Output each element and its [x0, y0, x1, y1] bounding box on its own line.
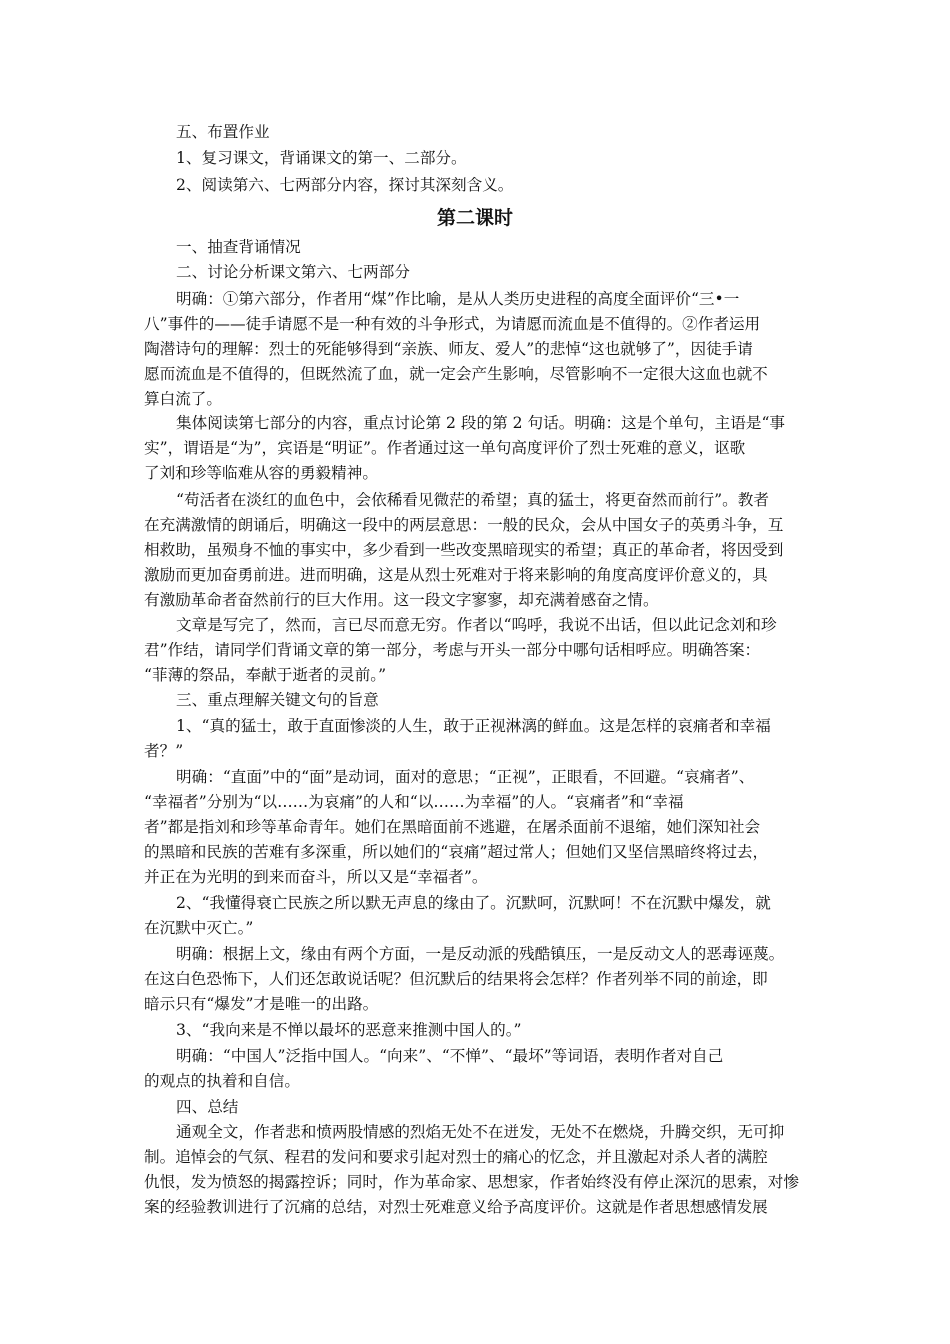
- homework-item-2: 2、阅读第六、七两部分内容，探讨其深刻含义。: [176, 176, 514, 194]
- question-line: 1、“真的猛士，敢于直面惨淡的人生，敢于正视淋漓的鲜血。这是怎样的哀痛者和幸福: [176, 717, 771, 735]
- answer-line: “幸福者”分别为“以……为哀痛”的人和“以……为幸福”的人。“哀痛者”和“幸福: [144, 793, 684, 811]
- question-line: 者？”: [144, 742, 184, 760]
- question-line: 3、“我向来是不惮以最坏的恶意来推测中国人的。”: [176, 1021, 522, 1039]
- answer-line: 明确：“中国人”泛指中国人。“向来”、“不惮”、“最坏”等词语，表明作者对自己: [176, 1047, 724, 1065]
- paragraph-line: 愿而流血是不值得的，但既然流了血，就一定会产生影响，尽管影响不一定很大这血也就不: [144, 365, 768, 383]
- paragraph-line: 文章是写完了，然而，言已尽而意无穷。作者以“呜呼，我说不出话，但以此记念刘和珍: [176, 616, 777, 634]
- paragraph-line: 有激励革命者奋然前行的巨大作用。这一段文字寥寥，却充满着感奋之情。: [144, 591, 659, 609]
- paragraph-line: 在充满激情的朗诵后，明确这一段中的两层意思：一般的民众，会从中国女子的英勇斗争，互: [144, 516, 784, 534]
- section-3-heading: 三、重点理解关键文句的旨意: [176, 691, 379, 709]
- answer-line: 的黑暗和民族的苦难有多深重，所以她们的“哀痛”超过常人；但她们又坚信黑暗终将过去，: [144, 843, 769, 861]
- paragraph-line: 了刘和珍等临难从容的勇毅精神。: [144, 464, 378, 482]
- paragraph-line: 陶潜诗句的理解：烈士的死能够得到“亲族、师友、爱人”的悲悼“这也就够了”，因徒手请: [144, 340, 753, 358]
- answer-line: 在这白色恐怖下，人们还怎敢说话呢？但沉默后的结果将会怎样？作者列举不同的前途，即: [144, 970, 768, 988]
- paragraph-line: 明确：①第六部分，作者用“煤”作比喻，是从人类历史进程的高度全面评价“三•一: [176, 290, 740, 308]
- paragraph-line: 激励而更加奋勇前进。进而明确，这是从烈士死难对于将来影响的角度高度评价意义的，具: [144, 566, 768, 584]
- paragraph-line: 相救助，虽殒身不恤的事实中，多少看到一些改变黑暗现实的希望；真正的革命者，将因受到: [144, 541, 784, 559]
- paragraph-line: 君”作结，请同学们背诵文章的第一部分，考虑与开头一部分中哪句话相呼应。明确答案：: [144, 641, 761, 659]
- answer-line: 者”都是指刘和珍等革命青年。她们在黑暗面前不逃避，在屠杀面前不退缩，她们深知社会: [144, 818, 761, 836]
- paragraph-line: 实”，谓语是“为”，宾语是“明证”。作者通过这一单句高度评价了烈士死难的意义，讴歌: [144, 439, 746, 457]
- paragraph-line: 仇恨，发为愤怒的揭露控诉；同时，作为革命家、思想家，作者始终没有停止深沉的思索，对惨: [144, 1173, 799, 1191]
- answer-line: 的观点的执着和自信。: [144, 1072, 300, 1090]
- answer-line: 明确：根据上文，缘由有两个方面，一是反动派的残酷镇压，一是反动文人的恶毒诬蔑。: [176, 945, 785, 963]
- question-line: 在沉默中灭亡。”: [144, 919, 254, 937]
- homework-heading: 五、布置作业: [176, 123, 270, 141]
- section-4-heading: 四、总结: [176, 1098, 239, 1116]
- paragraph-line: 算白流了。: [144, 390, 222, 408]
- paragraph-line: 制。追悼会的气氛、程君的发问和要求引起对烈士的痛心的忆念，并且激起对杀人者的满腔: [144, 1148, 768, 1166]
- paragraph-line: “苟活者在淡红的血色中，会依稀看见微茫的希望；真的猛士，将更奋然而前行”。教者: [176, 491, 769, 509]
- answer-line: 明确：“直面”中的“面”是动词，面对的意思；“正视”，正眼看，不回避。“哀痛者”、: [176, 768, 755, 786]
- question-line: 2、“我懂得衰亡民族之所以默无声息的缘由了。沉默呵，沉默呵！不在沉默中爆发，就: [176, 894, 771, 912]
- paragraph-line: “菲薄的祭品，奉献于逝者的灵前。”: [144, 666, 387, 684]
- paragraph-line: 通观全文，作者悲和愤两股情感的烈焰无处不在迸发，无处不在燃烧，升腾交织，无可抑: [176, 1123, 785, 1141]
- answer-line: 暗示只有“爆发”才是唯一的出路。: [144, 995, 379, 1013]
- section-2-heading: 二、讨论分析课文第六、七两部分: [176, 263, 410, 281]
- paragraph-line: 八”事件的——徒手请愿不是一种有效的斗争形式，为请愿而流血是不值得的。②作者运用: [144, 315, 761, 333]
- paragraph-line: 集体阅读第七部分的内容，重点讨论第 2 段的第 2 句话。明确：这是个单句，主语是“事: [176, 414, 786, 432]
- paragraph-line: 案的经验教训进行了沉痛的总结，对烈士死难意义给予高度评价。这就是作者思想感情发展: [144, 1198, 768, 1216]
- lesson-title: 第二课时: [436, 207, 513, 229]
- answer-line: 并正在为光明的到来而奋斗，所以又是“幸福者”。: [144, 868, 488, 886]
- homework-item-1: 1、复习课文，背诵课文的第一、二部分。: [176, 149, 467, 167]
- section-1-heading: 一、抽查背诵情况: [176, 238, 301, 256]
